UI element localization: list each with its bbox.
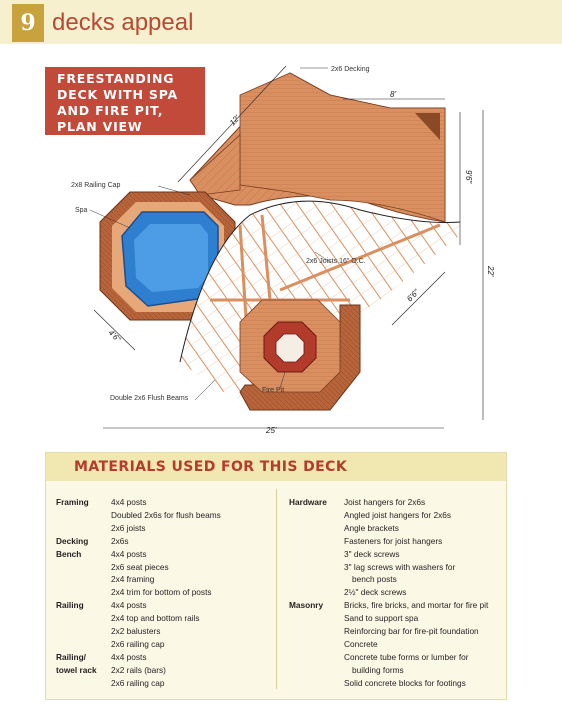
page-header [0,0,562,44]
material-item: Bricks, fire bricks, and mortar for fire pit [344,600,489,611]
material-category: Masonry [289,600,324,611]
label-railing-cap: 2x8 Railing Cap [71,182,121,189]
material-item: Reinforcing bar for fire-pit foundation [344,626,479,637]
material-item: 4x4 posts [111,497,147,507]
material-group [56,651,271,664]
material-item: 2x4 trim for bottom of posts [111,587,212,598]
material-item: Concrete [344,638,378,649]
material-item: Sand to support spa [344,613,419,624]
dim-9-6: 9'6" [464,170,473,184]
plan-title-line: FREESTANDING [57,71,175,86]
material-category: Railing/ [56,651,86,662]
material-item: building forms [352,664,404,675]
material-category: Framing [56,497,89,507]
material-group [56,496,271,535]
materials-heading: MATERIALS USED FOR THIS DECK [74,459,348,475]
material-category: Railing [56,600,84,611]
dim-25: 25' [266,426,277,435]
material-item: 2x6 railing cap [111,638,165,649]
material-item: Solid concrete blocks for footings [344,677,466,688]
material-item: Joist hangers for 2x6s [344,497,426,507]
dim-12: 12' [227,113,242,128]
spa-water [134,224,208,292]
fire-pit-inner [276,334,304,362]
material-item: 3" deck screws [344,548,400,559]
material-item: 2x4 framing [111,574,155,585]
plan-title-line: PLAN VIEW [57,119,143,134]
material-category: Bench [56,548,82,559]
materials-right-column [289,496,504,690]
label-decking: 2x6 Decking [331,66,370,73]
material-item: bench posts [352,574,397,585]
material-group [56,664,271,690]
material-item: 2x6s [111,535,129,546]
material-item: 2x2 rails (bars) [111,664,166,675]
material-item: 2x6 joists [111,522,146,533]
label-flush-beams: Double 2x6 Flush Beams [110,395,189,402]
materials-panel [45,452,507,700]
plan-title-line: AND FIRE PIT, [57,103,164,118]
chapter-number: 9 [12,4,44,42]
material-group [56,548,271,600]
material-item: 2x6 railing cap [111,677,165,688]
material-item: 4x4 posts [111,600,147,611]
materials-heading-bar [46,453,506,481]
material-item: Concrete tube forms or lumber for [344,651,469,662]
material-item: 2x4 top and bottom rails [111,613,200,624]
material-group [56,535,271,548]
material-item: Angled joist hangers for 2x6s [344,509,452,520]
label-joists: 2x6 Joists 16" O.C. [306,258,366,265]
material-item: 3" lag screws with washers for [344,561,456,572]
plan-title-box [45,67,205,135]
material-item: 4x4 posts [111,548,147,559]
material-category: towel rack [56,664,97,675]
dim-6-6: 6'6" [405,287,421,304]
material-item: Doubled 2x6s for flush beams [111,509,221,520]
dim-8: 8' [390,90,396,99]
material-item: 2½" deck screws [344,587,407,598]
material-item: 2x2 balusters [111,626,161,637]
plan-title-line: DECK WITH SPA [57,87,178,102]
label-spa: Spa [75,207,88,214]
material-item: 4x4 posts [111,651,147,662]
dim-4-6: 4'6" [106,328,123,344]
label-fire-pit: Fire Pit [262,387,285,394]
left-step [190,135,240,195]
column-divider [276,489,277,689]
material-item: Angle brackets [344,522,399,533]
materials-left-column [56,496,271,690]
material-item: 2x6 seat pieces [111,561,169,572]
material-category: Hardware [289,497,327,507]
material-category: Decking [56,535,89,546]
material-item: Fasteners for joist hangers [344,535,443,546]
dim-22: 22' [486,266,495,277]
chapter-title: decks appeal [52,9,194,36]
material-group [289,599,504,689]
material-group [289,496,504,599]
material-group [56,599,271,651]
